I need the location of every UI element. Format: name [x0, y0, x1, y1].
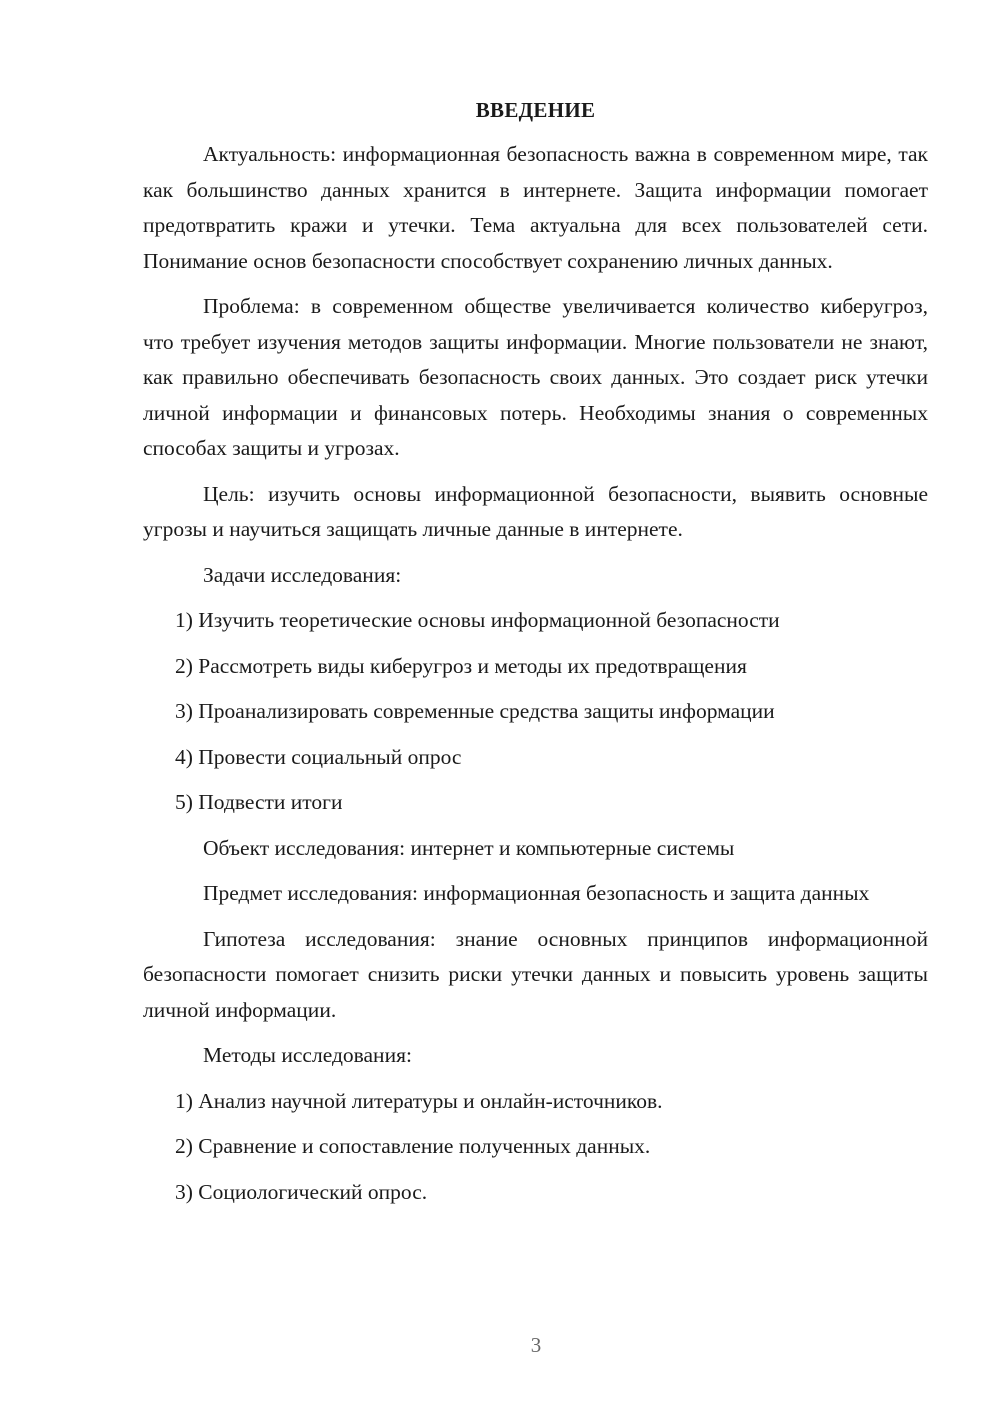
methods-heading: Методы исследования:: [203, 1043, 412, 1067]
tasks-heading: Задачи исследования:: [203, 562, 402, 587]
hypothesis-paragraph: Гипотеза исследования: знание основных принципов информационной безопасности помогает снизить риски утечки данных и повысить уровень защиты личной информации.: [143, 926, 928, 1022]
subject-paragraph: Предмет исследования: информационная безопасность и защита данных: [203, 881, 870, 905]
method-item: 2) Сравнение и сопоставление полученных данных.: [175, 1134, 651, 1158]
document-page: [143, 95, 928, 1220]
page-number: 3: [530, 1333, 542, 1357]
task-item: 4) Провести социальный опрос: [175, 744, 462, 769]
problem-paragraph: Проблема: в современном обществе увеличивается количество киберугроз, что требует изучения методов защиты информации. Многие пользователи не знают, как правильно обеспечивать безопасность своих данных. Это создает риск утечки личной информации и финансовых потерь. Необходимы знания о современных способах защиты и угрозах.: [143, 294, 928, 460]
task-item: 3) Проанализировать современные средства защиты информации: [175, 699, 775, 723]
methods-list: [143, 1084, 928, 1211]
relevance-paragraph: Актуальность: информационная безопасность важна в современном мире, так как большинство данных хранится в интернете. Защита информации помогает предотвратить кражи и утечки. Тема актуальна для всех пользователей сети. Понимание основ безопасности способствует сохранению личных данных.: [143, 142, 928, 273]
task-item: 1) Изучить теоретические основы информационной безопасности: [175, 608, 780, 632]
tasks-list: [143, 603, 928, 821]
method-item: 3) Социологический опрос.: [175, 1179, 428, 1204]
section-title: ВВЕДЕНИЕ: [475, 98, 596, 122]
method-item: 1) Анализ научной литературы и онлайн-источников.: [175, 1088, 663, 1113]
object-paragraph: Объект исследования: интернет и компьютерные системы: [203, 835, 735, 860]
goal-paragraph: Цель: изучить основы информационной безопасности, выявить основные угрозы и научиться защищать личные данные в интернете.: [143, 481, 928, 541]
task-item: 2) Рассмотреть виды киберугроз и методы их предотвращения: [175, 653, 747, 678]
task-item: 5) Подвести итоги: [175, 790, 343, 814]
